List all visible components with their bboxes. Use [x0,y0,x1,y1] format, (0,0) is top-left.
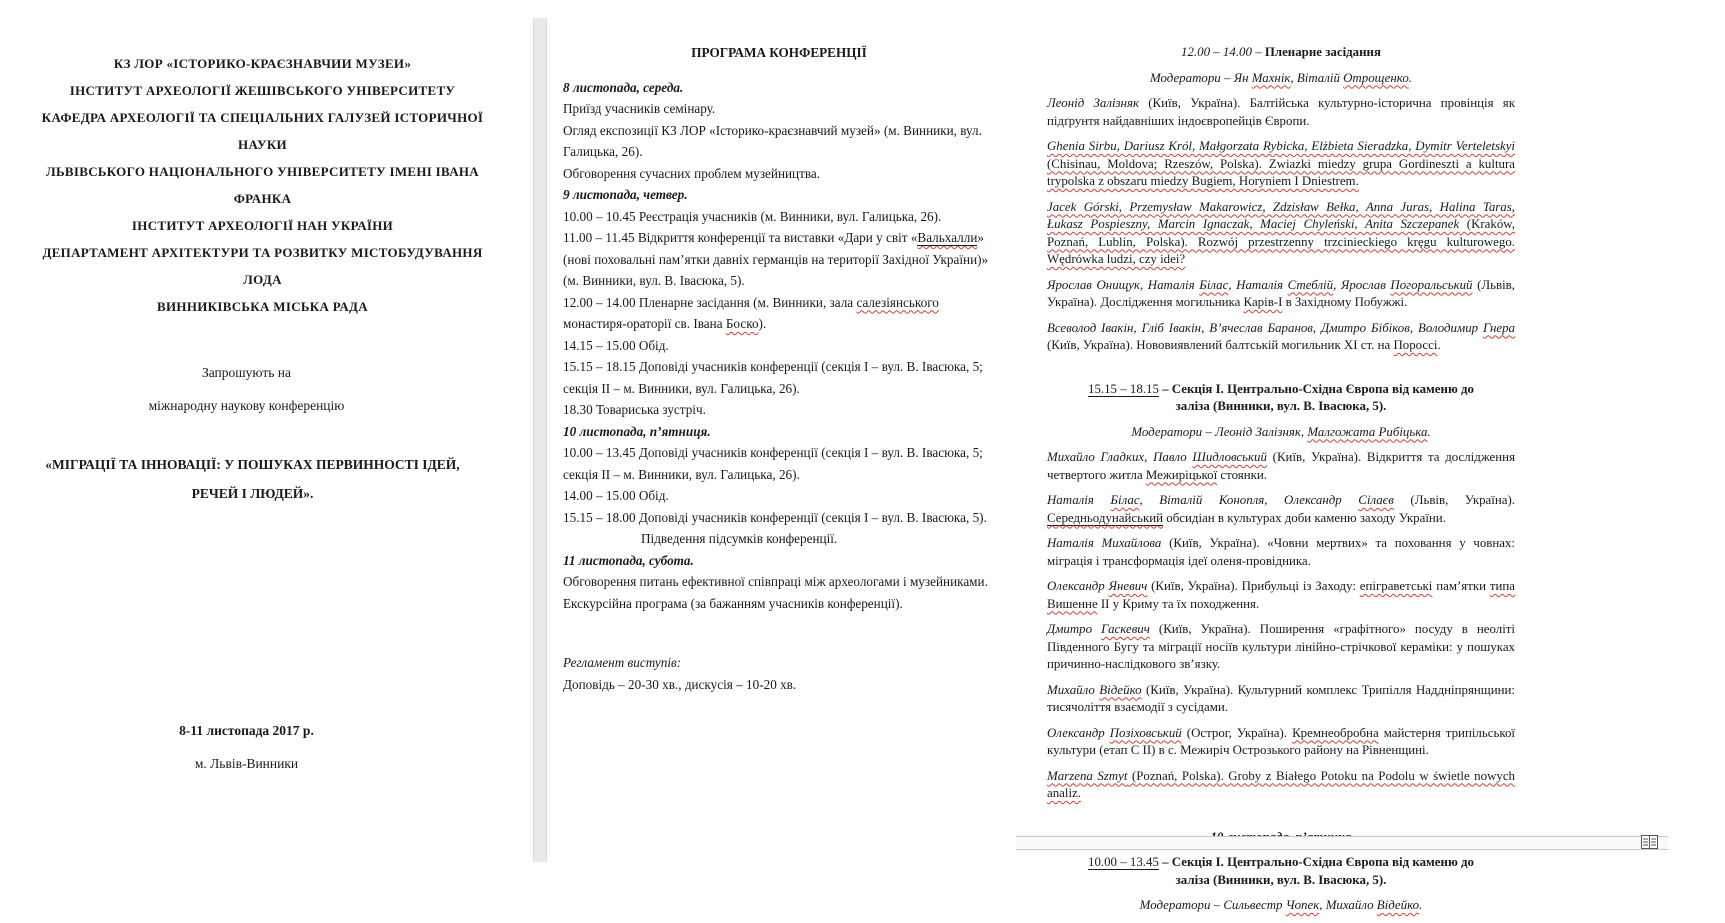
date-heading: 10 листопада, п’ятниця. [563,423,711,439]
talk-entry: Наталія Білас, Віталій Конопля, Олександр Сілаєв (Львів, Україна). Середньодунайський обсидіан в культурах доби каменю заходу України. [1047,493,1515,525]
program-line: 11.00 – 11.45 Відкриття конференції та виставки «Дари у світ «Вальхалли» (нові поховальні пам’ятки давніх германців на території Західної України)» (м. Винники, вул. В. Івасюка, 5). [563,230,989,288]
invitation-block [0,356,493,422]
talk-entry: Marzena Szmyt (Poznań, Polska). Groby z Białego Potoku na Podolu w świetle nowych analiz. [1047,768,1515,800]
program-title: ПРОГРАМА КОНФЕРЕНЦІЇ [691,45,867,60]
program-line: Огляд експозиції КЗ ЛОР «Історико-краєзнавчий музей» (м. Винники, вул. Галицька, 26). [563,122,982,159]
program-line: 14.15 – 15.00 Обід. [563,337,669,353]
date-heading: 11 листопада, субота. [563,552,694,568]
talk-entry: Леонід Залізняк (Київ, Україна). Балтійська культурно-історична провінція як підґрунтя найдавніших індоєвропейців Європи. [1047,96,1515,128]
organizers-block [22,50,503,320]
conference-dates: 8-11 листопада 2017 р. [179,723,314,738]
talk-entry: Михайло Відейко (Київ, Україна). Культурний комплекс Трипілля Наддніпрянщини: тисячоліття взаємодії з сусідами. [1047,682,1515,714]
talk-entry: Олександр Яневич (Київ, Україна). Прибульці із Заходу: епіграветські пам’ятки типа Вишенне ІІ у Криму та їх походження. [1047,579,1515,611]
date-place-block [0,714,493,780]
talk-entry: Михайло Гладких, Павло Шидловський (Київ, Україна). Відкриття та дослідження четвертого житла Межиріцької стоянки. [1047,450,1516,482]
program-line: Обговорення сучасних проблем музейництва. [563,165,821,181]
organizer-line: ЛЬВІВСЬКОГО НАЦІОНАЛЬНОГО УНІВЕРСИТЕТУ ІМЕНІ ІВАНА ФРАНКА [46,164,479,206]
read-mode-icon[interactable] [1641,835,1658,849]
page-divider [533,18,547,862]
section-heading: 15.15 – 18.15 – Секція І. Центрально-Східна Європа від каменю до заліза (Винники, вул. В. Івасюка, 5). [1088,381,1474,413]
talk-entry: Дмитро Гаскевич (Київ, Україна). Поширення «графітного» посуду в неоліті Південного Бугу та міграції носіїв культури лінійно-стрічкової кераміки: у пошуках причинно-наслідкового зв’язку. [1047,622,1515,671]
conference-title-block [34,450,471,508]
organizer-line: КЗ ЛОР «ІСТОРИКО-КРАЄЗНАВЧИИ МУЗЕИ» [113,56,412,71]
program-block [563,42,995,695]
program-line: Екскурсійна програма (за бажанням учасників конференції). [563,595,903,611]
organizer-line: ДЕПАРТАМЕНТ АРХІТЕКТУРИ ТА РОЗВИТКУ МІСТОБУДУВАННЯ ЛОДА [42,245,483,287]
moderators-line: Модератори – Леонід Залізняк, Малгожата Рибіцька. [1131,424,1431,439]
conference-place: м. Львів-Винники [194,756,299,771]
talk-entry: Олександр Позіховський (Острог, Україна). Кремнеобробна майстерня трипільської культури (етап С ІІ) в с. Межиріч Острозького району на Рівненщині. [1047,725,1515,757]
talk-entry: Ярослав Онищук, Наталія Білас, Наталія Стеблій, Ярослав Погоральський (Львів, Україна). Дослідження могильника Карів-І в Західному Побужжі. [1047,277,1515,309]
program-line: 15.15 – 18.00 Доповіді учасників конференції (секція І – вул. В. Івасюка, 5). [563,509,987,525]
page-3-sessions [1047,44,1515,923]
moderators-line: Модератори – Ян Махнік, Віталій Отрощенко. [1149,70,1413,85]
program-line: 10.00 – 13.45 Доповіді учасників конференції (секція І – вул. В. Івасюка, 5; секція ІІ – м. Винники, вул. Галицька, 26). [563,445,983,482]
organizer-line: ІНСТИТУТ АРХЕОЛОГІЇ НАН УКРАЇНИ [131,218,394,233]
program-line: 18.30 Товариська зустріч. [563,402,706,417]
program-line: Обговорення питань ефективної співпраці між археологами і музейниками. [563,574,988,589]
moderators-line: Модератори – Сильвестр Чопек, Михайло Відейко. [1139,898,1423,912]
page-1-title-page [0,0,533,895]
talk-entry: Ghenia Sirbu, Dariusz Król, Małgorzata Rybicka, Elżbieta Sieradzka, Dymitr Verteletskyi (Chisinau, Moldova; Rzeszów, Polska). Zwiazki miedzy grupa Gordineszti a kultura trypolska z obszaru miedzy Bugiem, Horyniem I Dniestrem. [1047,139,1515,188]
horizontal-scrollbar[interactable] [1016,836,1668,850]
organizer-line: ВИННИКІВСЬКА МІСЬКА РАДА [157,299,368,314]
organizer-line: ІНСТИТУТ АРХЕОЛОГІЇ ЖЕШІВСЬКОГО УНІВЕРСИТЕТУ [69,83,456,98]
conference-title: «МІГРАЦІЇ ТА ІННОВАЦІЇ: У ПОШУКАХ ПЕРВИННОСТІ ІДЕЙ, РЕЧЕЙ І ЛЮДЕЙ». [45,457,460,501]
program-line: 15.15 – 18.15 Доповіді учасників конференції (секція І – вул. В. Івасюка, 5; секція ІІ – м. Винники, вул. Галицька, 26). [563,359,983,396]
program-line: 14.00 – 15.00 Обід. [563,488,669,503]
program-line: Приїзд учасників семінару. [563,101,716,116]
program-line: Підведення підсумків конференції. [641,531,838,546]
talk-entry: Наталія Михайлова (Київ, Україна). «Човни мертвих» та поховання у човнах: міграція і трансформація ідеї оленя-провідника. [1047,536,1516,568]
talk-entry: Jacek Górski, Przemysław Makarowicz, Zdzisław Bełka, Anna Juras, Halina Taras, Łukasz Pospieszny, Marcin Ignaczak, Maciej Chyleński, Anita Szczepanek (Kraków, Poznań, Lublin, Polska). Rozwój przestrzenny trzcinieckiego kręgu kulturowego. Wędrówka ludzi, czy idei? [1047,199,1515,266]
organizer-line: КАФЕДРА АРХЕОЛОГІЇ ТА СПЕЦІАЛЬНИХ ГАЛУЗЕЙ ІСТОРИЧНОЇ НАУКИ [41,110,484,152]
date-heading: 8 листопада, середа. [563,79,684,95]
sessions-block [1047,44,1515,915]
regulations-heading: Регламент виступів: [563,655,682,670]
invite-line: Запрошують на [201,365,291,380]
regulations-line: Доповідь – 20-30 хв., дискусія – 10-20 хв. [563,676,797,692]
invite-line: міжнародну наукову конференцію [148,398,345,413]
program-line: 10.00 – 10.45 Реєстрація учасників (м. Винники, вул. Галицька, 26). [563,208,942,224]
program-line: 12.00 – 14.00 Пленарне засідання (м. Винники, зала салезіянського монастиря-ораторії св. Івана Боско). [563,294,939,331]
section-heading: 10.00 – 13.45 – Секція І. Центрально-Східна Європа від каменю до заліза (Винники, вул. В. Івасюка, 5). [1088,855,1474,887]
talk-entry: Всеволод Івакін, Гліб Івакін, В’ячеслав Баранов, Дмитро Бібіков, Володимир Гнера (Київ, Україна). Нововиявлений балтській могильник ХІ ст. на Пороссі. [1047,320,1515,352]
date-heading: 9 листопада, четвер. [563,187,688,202]
page-2-program [563,42,995,695]
session-heading: 12.00 – 14.00 – Пленарне засідання [1181,45,1381,59]
